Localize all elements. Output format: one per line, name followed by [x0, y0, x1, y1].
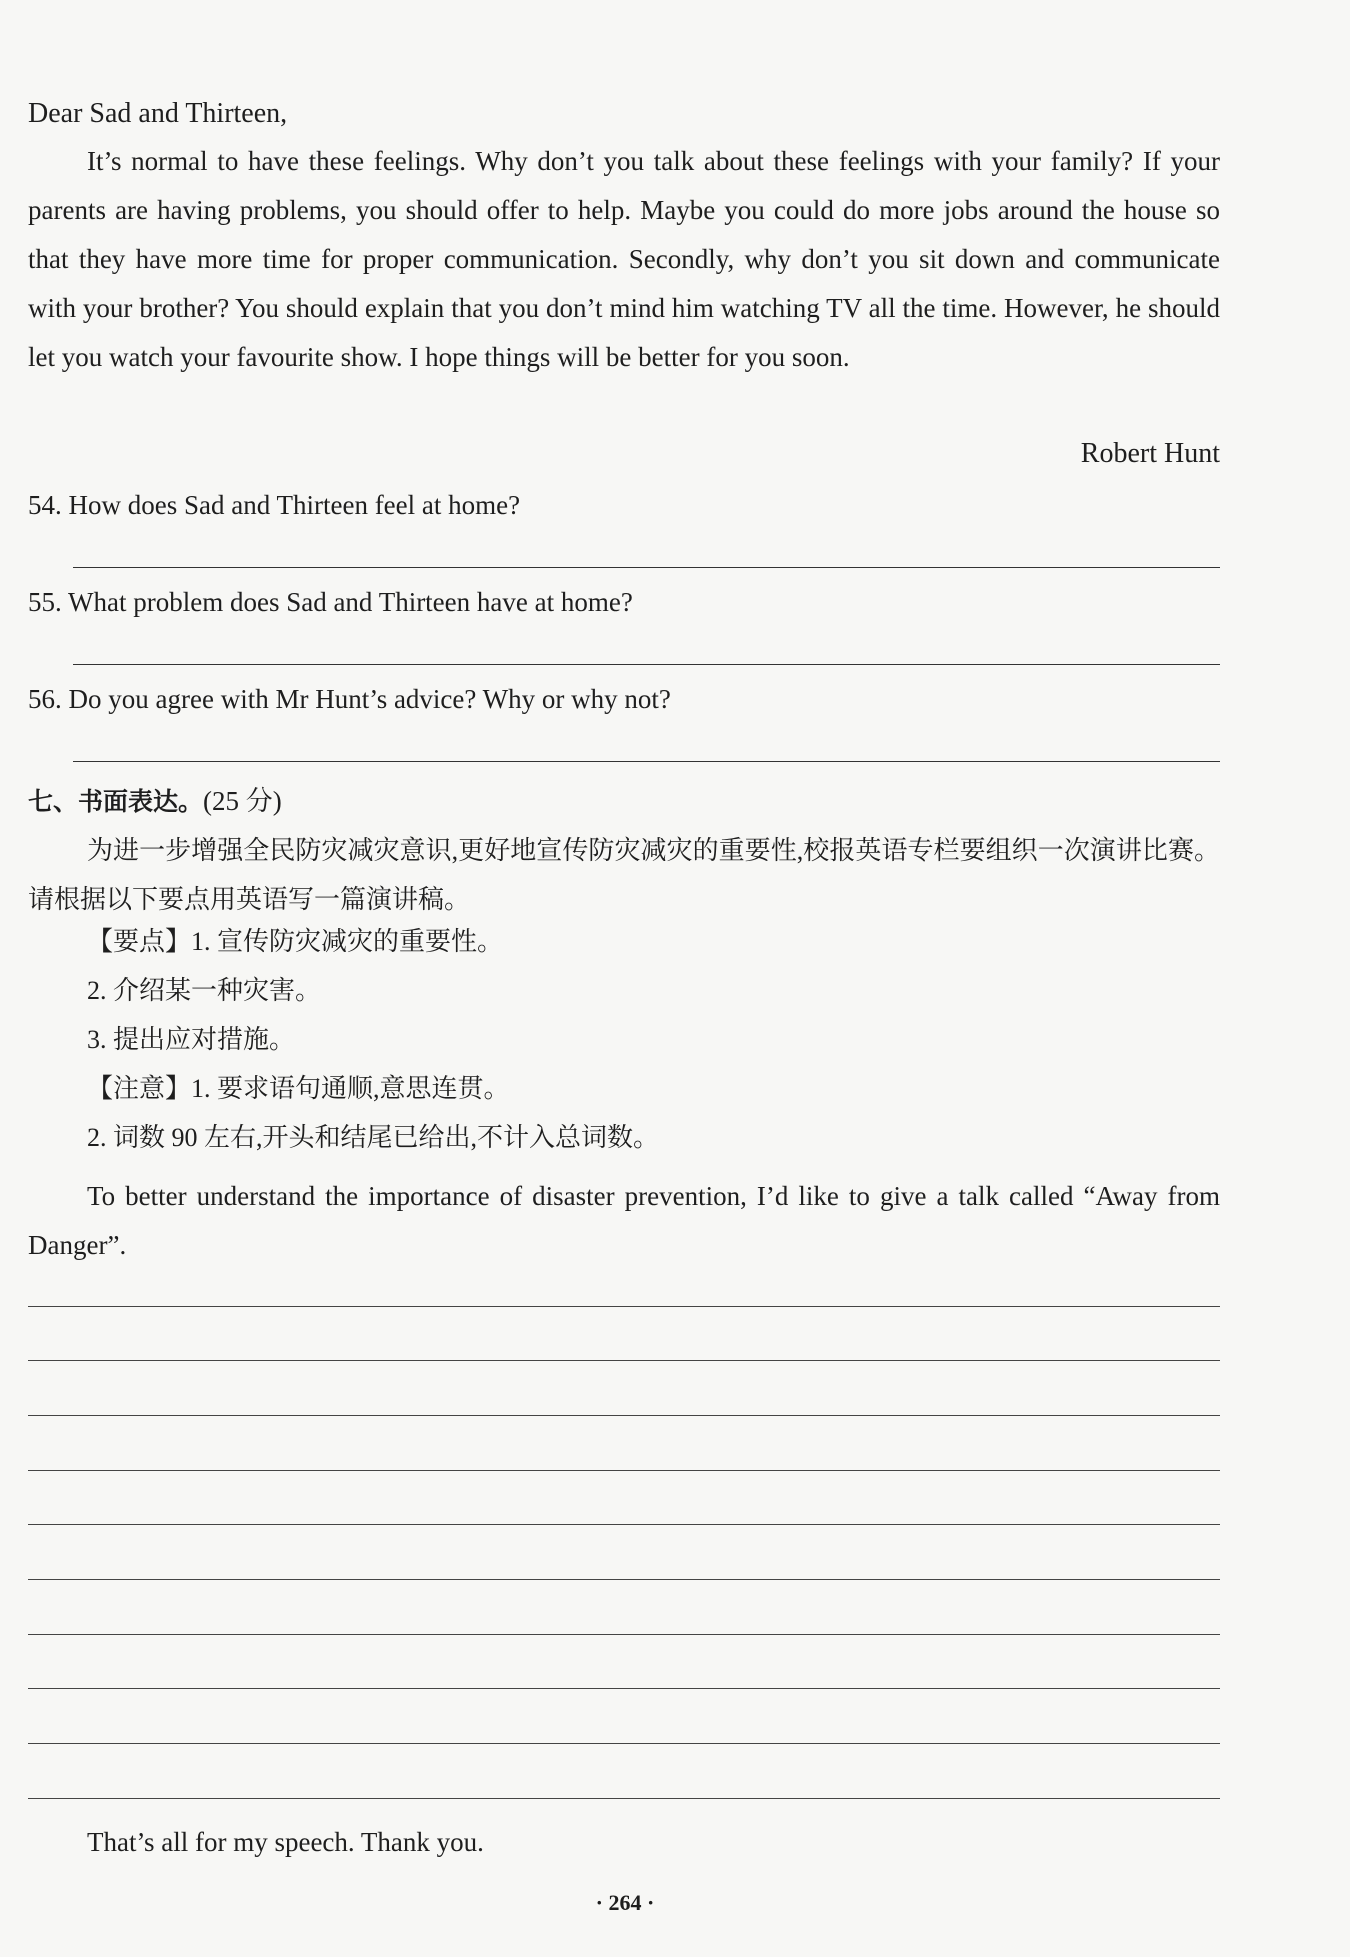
page-number: · 264 · — [595, 1890, 655, 1915]
writing-section-title: 七、书面表达。 — [28, 787, 204, 816]
speech-closing: That’s all for my speech. Thank you. — [87, 1827, 484, 1857]
writing-line[interactable] — [28, 1306, 1220, 1307]
letter-signature: Robert Hunt — [1080, 438, 1220, 469]
answer-line-56[interactable] — [73, 761, 1220, 762]
requirement-point-1: 【要点】1. 宣传防灾减灾的重要性。 — [87, 927, 504, 956]
writing-line[interactable] — [28, 1634, 1220, 1635]
writing-line[interactable] — [28, 1798, 1220, 1799]
writing-line[interactable] — [28, 1524, 1220, 1525]
writing-line[interactable] — [28, 1579, 1220, 1580]
answer-line-54[interactable] — [73, 567, 1220, 568]
writing-section-heading — [28, 781, 282, 822]
question-55: 55. What problem does Sad and Thirteen have at home? — [28, 587, 633, 617]
speech-opening: To better understand the importance of disaster prevention, I’d like to give a talk called “Away from Danger”. — [28, 1181, 1220, 1260]
writing-line[interactable] — [28, 1415, 1220, 1416]
requirement-point-2: 2. 介绍某一种灾害。 — [87, 976, 322, 1005]
note-point-1: 【注意】1. 要求语句通顺,意思连贯。 — [87, 1074, 510, 1103]
writing-line[interactable] — [28, 1360, 1220, 1361]
question-54: 54. How does Sad and Thirteen feel at home? — [28, 490, 521, 520]
answer-line-55[interactable] — [73, 664, 1220, 665]
letter-body: It’s normal to have these feelings. Why don’t you talk about these feelings with your family? If your parents are having problems, you should offer to help. Maybe you could do more jobs around the house so that they have more time for proper communication. Secondly, why don’t you sit down and communicate with your brother? You should explain that you don’t mind him watching TV all the time. However, he should let you watch your favourite show. I hope things will be better for you soon. — [28, 146, 1220, 372]
writing-section-score: (25 分) — [203, 786, 282, 816]
requirement-point-3: 3. 提出应对措施。 — [87, 1025, 296, 1054]
writing-line[interactable] — [28, 1470, 1220, 1471]
letter-salutation: Dear Sad and Thirteen, — [28, 98, 288, 129]
writing-line[interactable] — [28, 1688, 1220, 1689]
question-56: 56. Do you agree with Mr Hunt’s advice? Why or why not? — [28, 684, 671, 714]
writing-instructions: 为进一步增强全民防灾减灾意识,更好地宣传防灾减灾的重要性,校报英语专栏要组织一次演讲比赛。请根据以下要点用英语写一篇演讲稿。 — [28, 836, 1220, 914]
writing-line[interactable] — [28, 1743, 1220, 1744]
note-point-2: 2. 词数 90 左右,开头和结尾已给出,不计入总词数。 — [87, 1123, 660, 1152]
